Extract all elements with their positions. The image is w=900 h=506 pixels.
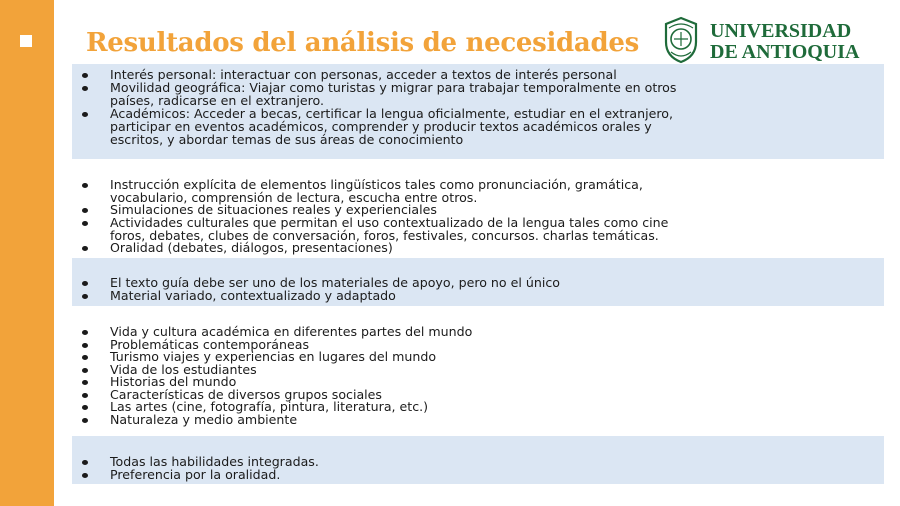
bullet-icon xyxy=(82,405,88,410)
bullet-icon xyxy=(82,355,88,360)
bullet-icon xyxy=(82,86,88,91)
bullet-icon xyxy=(82,368,88,373)
bullet-icon xyxy=(82,294,88,299)
logo-line-1: UNIVERSIDAD xyxy=(710,20,852,42)
university-logo xyxy=(660,16,885,66)
logo-line-2: DE ANTIOQUIA xyxy=(710,41,860,63)
bullet-icon xyxy=(82,281,88,286)
bullet-icon xyxy=(82,221,88,226)
bullet-icon xyxy=(82,343,88,348)
bullet-icon xyxy=(82,246,88,251)
slide-title: Resultados del análisis de necesidades xyxy=(86,28,639,58)
bullet-icon xyxy=(82,473,88,478)
bullet-icon xyxy=(82,418,88,423)
bullet-icon xyxy=(82,330,88,335)
bullet-icon xyxy=(82,460,88,465)
university-seal-icon xyxy=(660,16,702,64)
bullet-icon xyxy=(82,183,88,188)
bullet-icon xyxy=(82,73,88,78)
bullet-icon xyxy=(82,112,88,117)
left-accent-bar xyxy=(0,0,54,506)
bullet-icon xyxy=(82,393,88,398)
square-bullet-icon xyxy=(20,35,32,47)
bullet-icon xyxy=(82,380,88,385)
bullet-icon xyxy=(82,208,88,213)
needs-analysis-results: Interés personal: interactuar con personas, acceder a textos de interés personal Movilidad geográfica: Viajar como turistas y migrar para trabajar temporalmente en otros países, radicarse en el extranjero. Académicos: Acceder a becas, certificar la lengua oficialmente, estudiar en el extranjero, participar en eventos académicos, comprender y producir textos académicos orales y escritos, y abordar temas de sus áreas de conocimiento Instrucción explícita de elementos lingüísticos tales como pronunciación, gramática, vocabulario, comprensión de lectura, escucha entre otros. Simulaciones de situaciones reales y experienciales Actividades culturales que permitan el uso contextualizado de la lengua tales como cine foros, debates, clubes de conversación, foros, festivales, concursos. charlas temáticas. Oralidad (debates, diálogos, presentaciones) El texto guía debe ser uno de los materiales de apoyo, pero no el único Material variado, contextualizado y adaptado Vida y cultura académica en diferentes partes del mundo Problemáticas contemporáneas Turismo viajes y experiencias en lugares del mundo Vida de los estudiantes Historias del mundo Características de diversos grupos sociales Las artes (cine, fotografía, pintura, literatura, etc.) Naturaleza y medio ambiente Todas las habilidades integradas. Preferencia por la oralidad. xyxy=(72,64,884,485)
